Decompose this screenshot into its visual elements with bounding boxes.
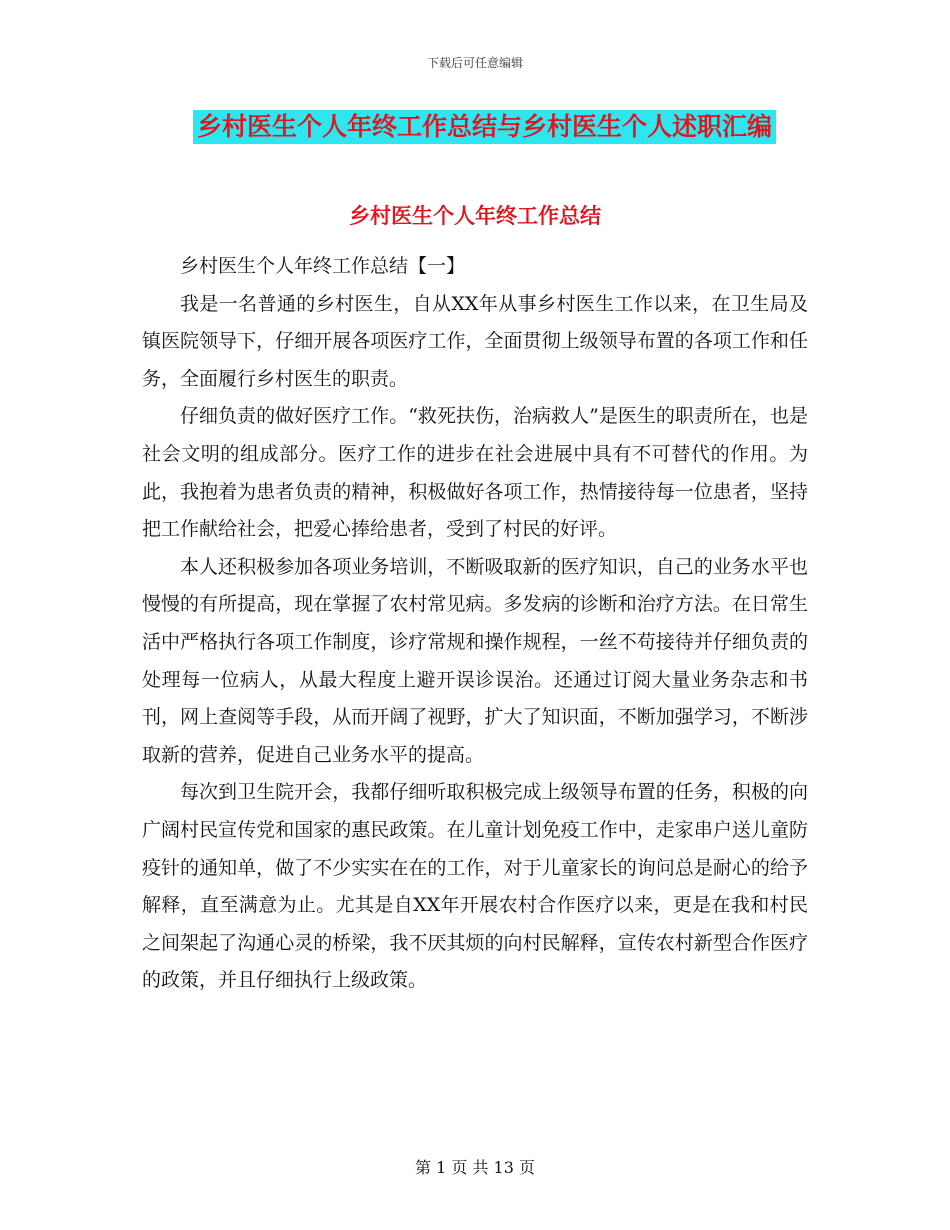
section-title: 乡村医生个人年终工作总结	[349, 204, 601, 228]
paragraph: 每次到卫生院开会，我都仔细听取积极完成上级领导布置的任务，积极的向广阔村民宣传党和国家的惠民政策。在儿童计划免疫工作中，走家串户送儿童防疫针的通知单，做了不少实实在在的工作，对于儿童家长的询问总是耐心的给予解释，直至满意为止。尤其是自XX年开展农村合作医疗以来，更是在我和村民之间架起了沟通心灵的桥梁，我不厌其烦的向村民解释，宣传农村新型合作医疗的政策，并且仔细执行上级政策。	[142, 781, 808, 992]
paragraph: 我是一名普通的乡村医生，自从XX年从事乡村医生工作以来，在卫生局及镇医院领导下，仔细开展各项医疗工作，全面贯彻上级领导布置的各项工作和任务，全面履行乡村医生的职责。	[142, 292, 808, 390]
page-footer: 第 1 页 共 13 页	[415, 1158, 535, 1177]
paragraph-heading: 乡村医生个人年终工作总结【一】	[180, 255, 466, 277]
header-note: 下载后可任意编辑	[426, 56, 523, 70]
document-body	[142, 248, 808, 1000]
paragraph: 仔细负责的做好医疗工作。“救死扶伤，治病救人”是医生的职责所在，也是社会文明的组成部分。医疗工作的进步在社会进展中具有不可替代的作用。为此，我抱着为患者负责的精神，积极做好各项工作，热情接待每一位患者，坚持把工作献给社会，把爱心捧给患者，受到了村民的好评。	[142, 405, 808, 541]
paragraph: 本人还积极参加各项业务培训，不断吸取新的医疗知识，自己的业务水平也慢慢的有所提高，现在掌握了农村常见病。多发病的诊断和治疗方法。在日常生活中严格执行各项工作制度，诊疗常规和操作规程，一丝不苟接待并仔细负责的处理每一位病人，从最大程度上避开误诊误治。还通过订阅大量业务杂志和书刊，网上查阅等手段，从而开阔了视野，扩大了知识面，不断加强学习，不断涉取新的营养，促进自己业务水平的提高。	[142, 555, 808, 766]
document-title: 乡村医生个人年终工作总结与乡村医生个人述职汇编	[193, 110, 776, 144]
